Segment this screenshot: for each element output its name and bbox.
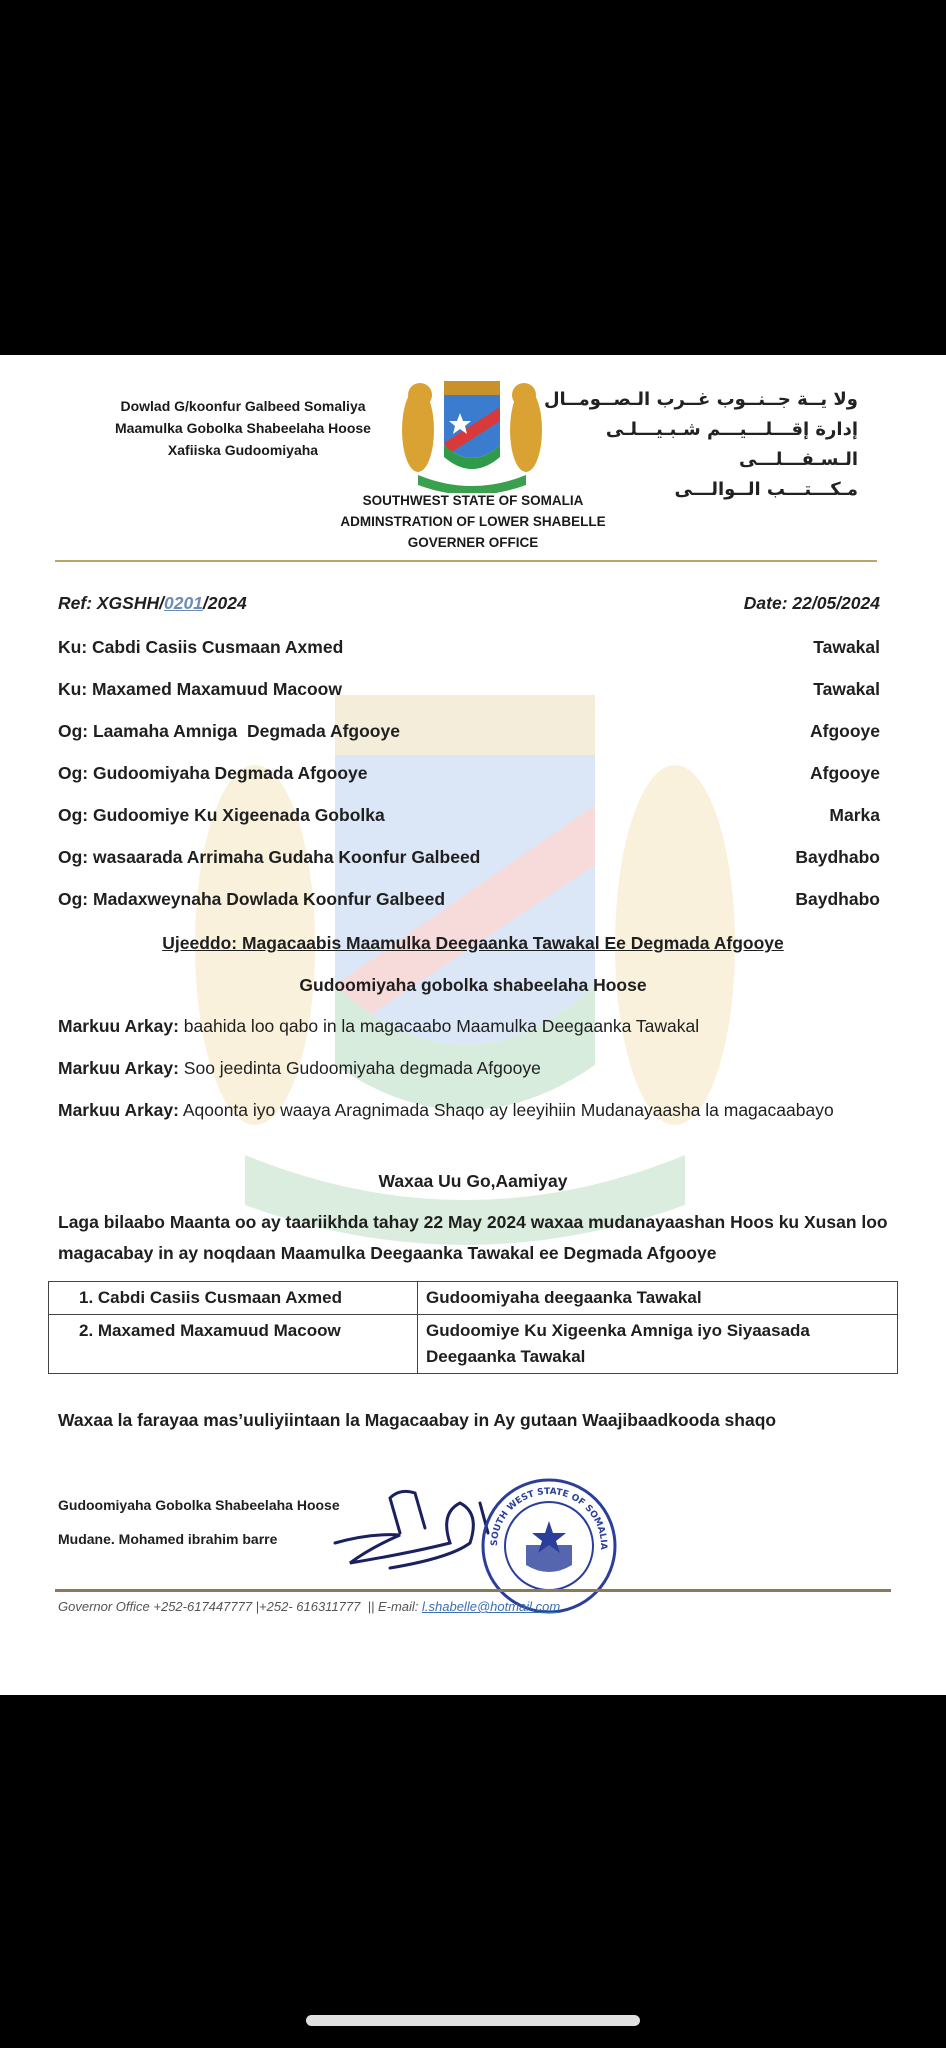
- footer-text: Governor Office +252-617447777 |+252- 616311777 || E-mail:: [58, 1599, 423, 1614]
- ref-date-row: [58, 593, 880, 614]
- decision-title: Waxaa Uu Go,Aamiyay: [378, 1171, 568, 1191]
- header-left-line: Dowlad G/koonfur Galbeed Somaliya: [120, 398, 366, 414]
- appointees-table: [48, 1281, 898, 1374]
- markuu-line: [58, 1095, 848, 1126]
- recipient-row: [58, 637, 880, 658]
- closing-instruction: Waxaa la farayaa mas’uuliyiintaan la Magacaabay in Ay gutaan Waajibaadkooda shaqo: [58, 1410, 777, 1430]
- table-row: [49, 1282, 898, 1315]
- appointee-role: Gudoomiye Ku Xigeenka Amniga iyo Siyaasada Deegaanka Tawakal: [418, 1315, 898, 1374]
- recipient-row: [58, 763, 880, 784]
- recipient-label: Og: Gudoomiyaha Degmada Afgooye: [58, 763, 368, 783]
- stamp-text: SOUTH WEST STATE OF SOMALIA: [489, 1486, 609, 1550]
- body-paragraph: Laga bilaabo Maanta oo ay taariikhda tahay 22 May 2024 waxaa mudanayaashan Hoos ku Xusan loo magacabay in ay noqdaan Maamulka Deegaanka Tawakal ee Degmada Afgooye: [58, 1212, 888, 1263]
- date-label: Date: 22/05/2024: [743, 593, 880, 613]
- appointee-name: 2. Maxamed Maxamuud Macoow: [49, 1315, 418, 1374]
- header-center-line: GOVERNER OFFICE: [407, 535, 539, 550]
- letter-page: [0, 355, 946, 1695]
- appointee-name: 1. Cabdi Casiis Cusmaan Axmed: [49, 1282, 418, 1315]
- recipient-row: [58, 889, 880, 910]
- markuu-text: baahida loo qabo in la magacaabo Maamulka Deegaanka Tawakal: [178, 1016, 700, 1036]
- footer-email-link[interactable]: l.shabelle@hotmail.com: [422, 1599, 561, 1614]
- header-left-line: Xafiiska Gudoomiyaha: [167, 442, 319, 458]
- markuu-label: Markuu Arkay:: [58, 1016, 179, 1036]
- recipient-place: Baydhabo: [795, 889, 880, 909]
- header-right-line: ولا يــة جــنــوب غــرب الـصــومــال: [543, 389, 858, 410]
- home-indicator[interactable]: [306, 2015, 640, 2026]
- header-right-line: إدارة إقـــلـــيـــم شـبـيـــلـى الـسـفـــلـــى: [605, 419, 858, 470]
- recipient-place: Afgooye: [810, 721, 880, 741]
- header-left-somali: [78, 395, 408, 461]
- ref-number: 0201: [163, 593, 203, 613]
- footer-contact: [58, 1599, 560, 1614]
- header-center-english: [0, 490, 946, 553]
- recipient-label: Ku: Maxamed Maxamuud Macoow: [58, 679, 342, 699]
- recipient-label: Ku: Cabdi Casiis Cusmaan Axmed: [58, 637, 344, 657]
- markuu-line: [58, 1011, 888, 1042]
- recipient-place: Tawakal: [813, 637, 880, 657]
- appointee-role: Gudoomiyaha deegaanka Tawakal: [418, 1282, 898, 1315]
- header-right-arabic: [538, 385, 858, 505]
- recipient-label: Og: Madaxweynaha Dowlada Koonfur Galbeed: [58, 889, 446, 909]
- markuu-text: Soo jeedinta Gudoomiyaha degmada Afgooye: [178, 1058, 541, 1078]
- recipient-place: Afgooye: [810, 763, 880, 783]
- header-center-line: ADMINSTRATION OF LOWER SHABELLE: [340, 514, 606, 529]
- issuer-line: Gudoomiyaha gobolka shabeelaha Hoose: [299, 975, 647, 995]
- recipient-row: [58, 679, 880, 700]
- recipient-place: Baydhabo: [795, 847, 880, 867]
- footer-divider: [55, 1589, 891, 1592]
- subject-line: Ujeeddo: Magacaabis Maamulka Deegaanka Tawakal Ee Degmada Afgooye: [162, 933, 784, 953]
- markuu-label: Markuu Arkay:: [58, 1100, 179, 1120]
- markuu-line: [58, 1053, 888, 1084]
- ref-label: Ref: XGSHH/0201/2024: [58, 593, 247, 613]
- header-right-line: مـكـــتـــب الــوالـــى: [674, 479, 858, 500]
- recipient-label: Og: wasaarada Arrimaha Gudaha Koonfur Galbeed: [58, 847, 481, 867]
- signatory-name: Mudane. Mohamed ibrahim barre: [58, 1531, 278, 1547]
- recipient-label: Og: Gudoomiye Ku Xigeenada Gobolka: [58, 805, 385, 825]
- official-stamp: [478, 1475, 620, 1617]
- header-divider: [55, 560, 877, 562]
- recipient-row: [58, 805, 880, 826]
- recipient-label: Og: Laamaha Amniga Degmada Afgooye: [58, 721, 400, 741]
- header-center-line: SOUTHWEST STATE OF SOMALIA: [362, 493, 584, 508]
- markuu-text: Aqoonta iyo waaya Aragnimada Shaqo ay leeyihiin Mudanayaasha la magacaabayo: [178, 1100, 834, 1120]
- header-left-line: Maamulka Gobolka Shabeelaha Hoose: [115, 420, 371, 436]
- recipient-place: Marka: [829, 805, 880, 825]
- markuu-label: Markuu Arkay:: [58, 1058, 179, 1078]
- recipient-place: Tawakal: [813, 679, 880, 699]
- recipient-row: [58, 721, 880, 742]
- table-row: [49, 1315, 898, 1374]
- state-emblem: [398, 375, 546, 493]
- recipient-row: [58, 847, 880, 868]
- signatory-title: Gudoomiyaha Gobolka Shabeelaha Hoose: [58, 1497, 340, 1513]
